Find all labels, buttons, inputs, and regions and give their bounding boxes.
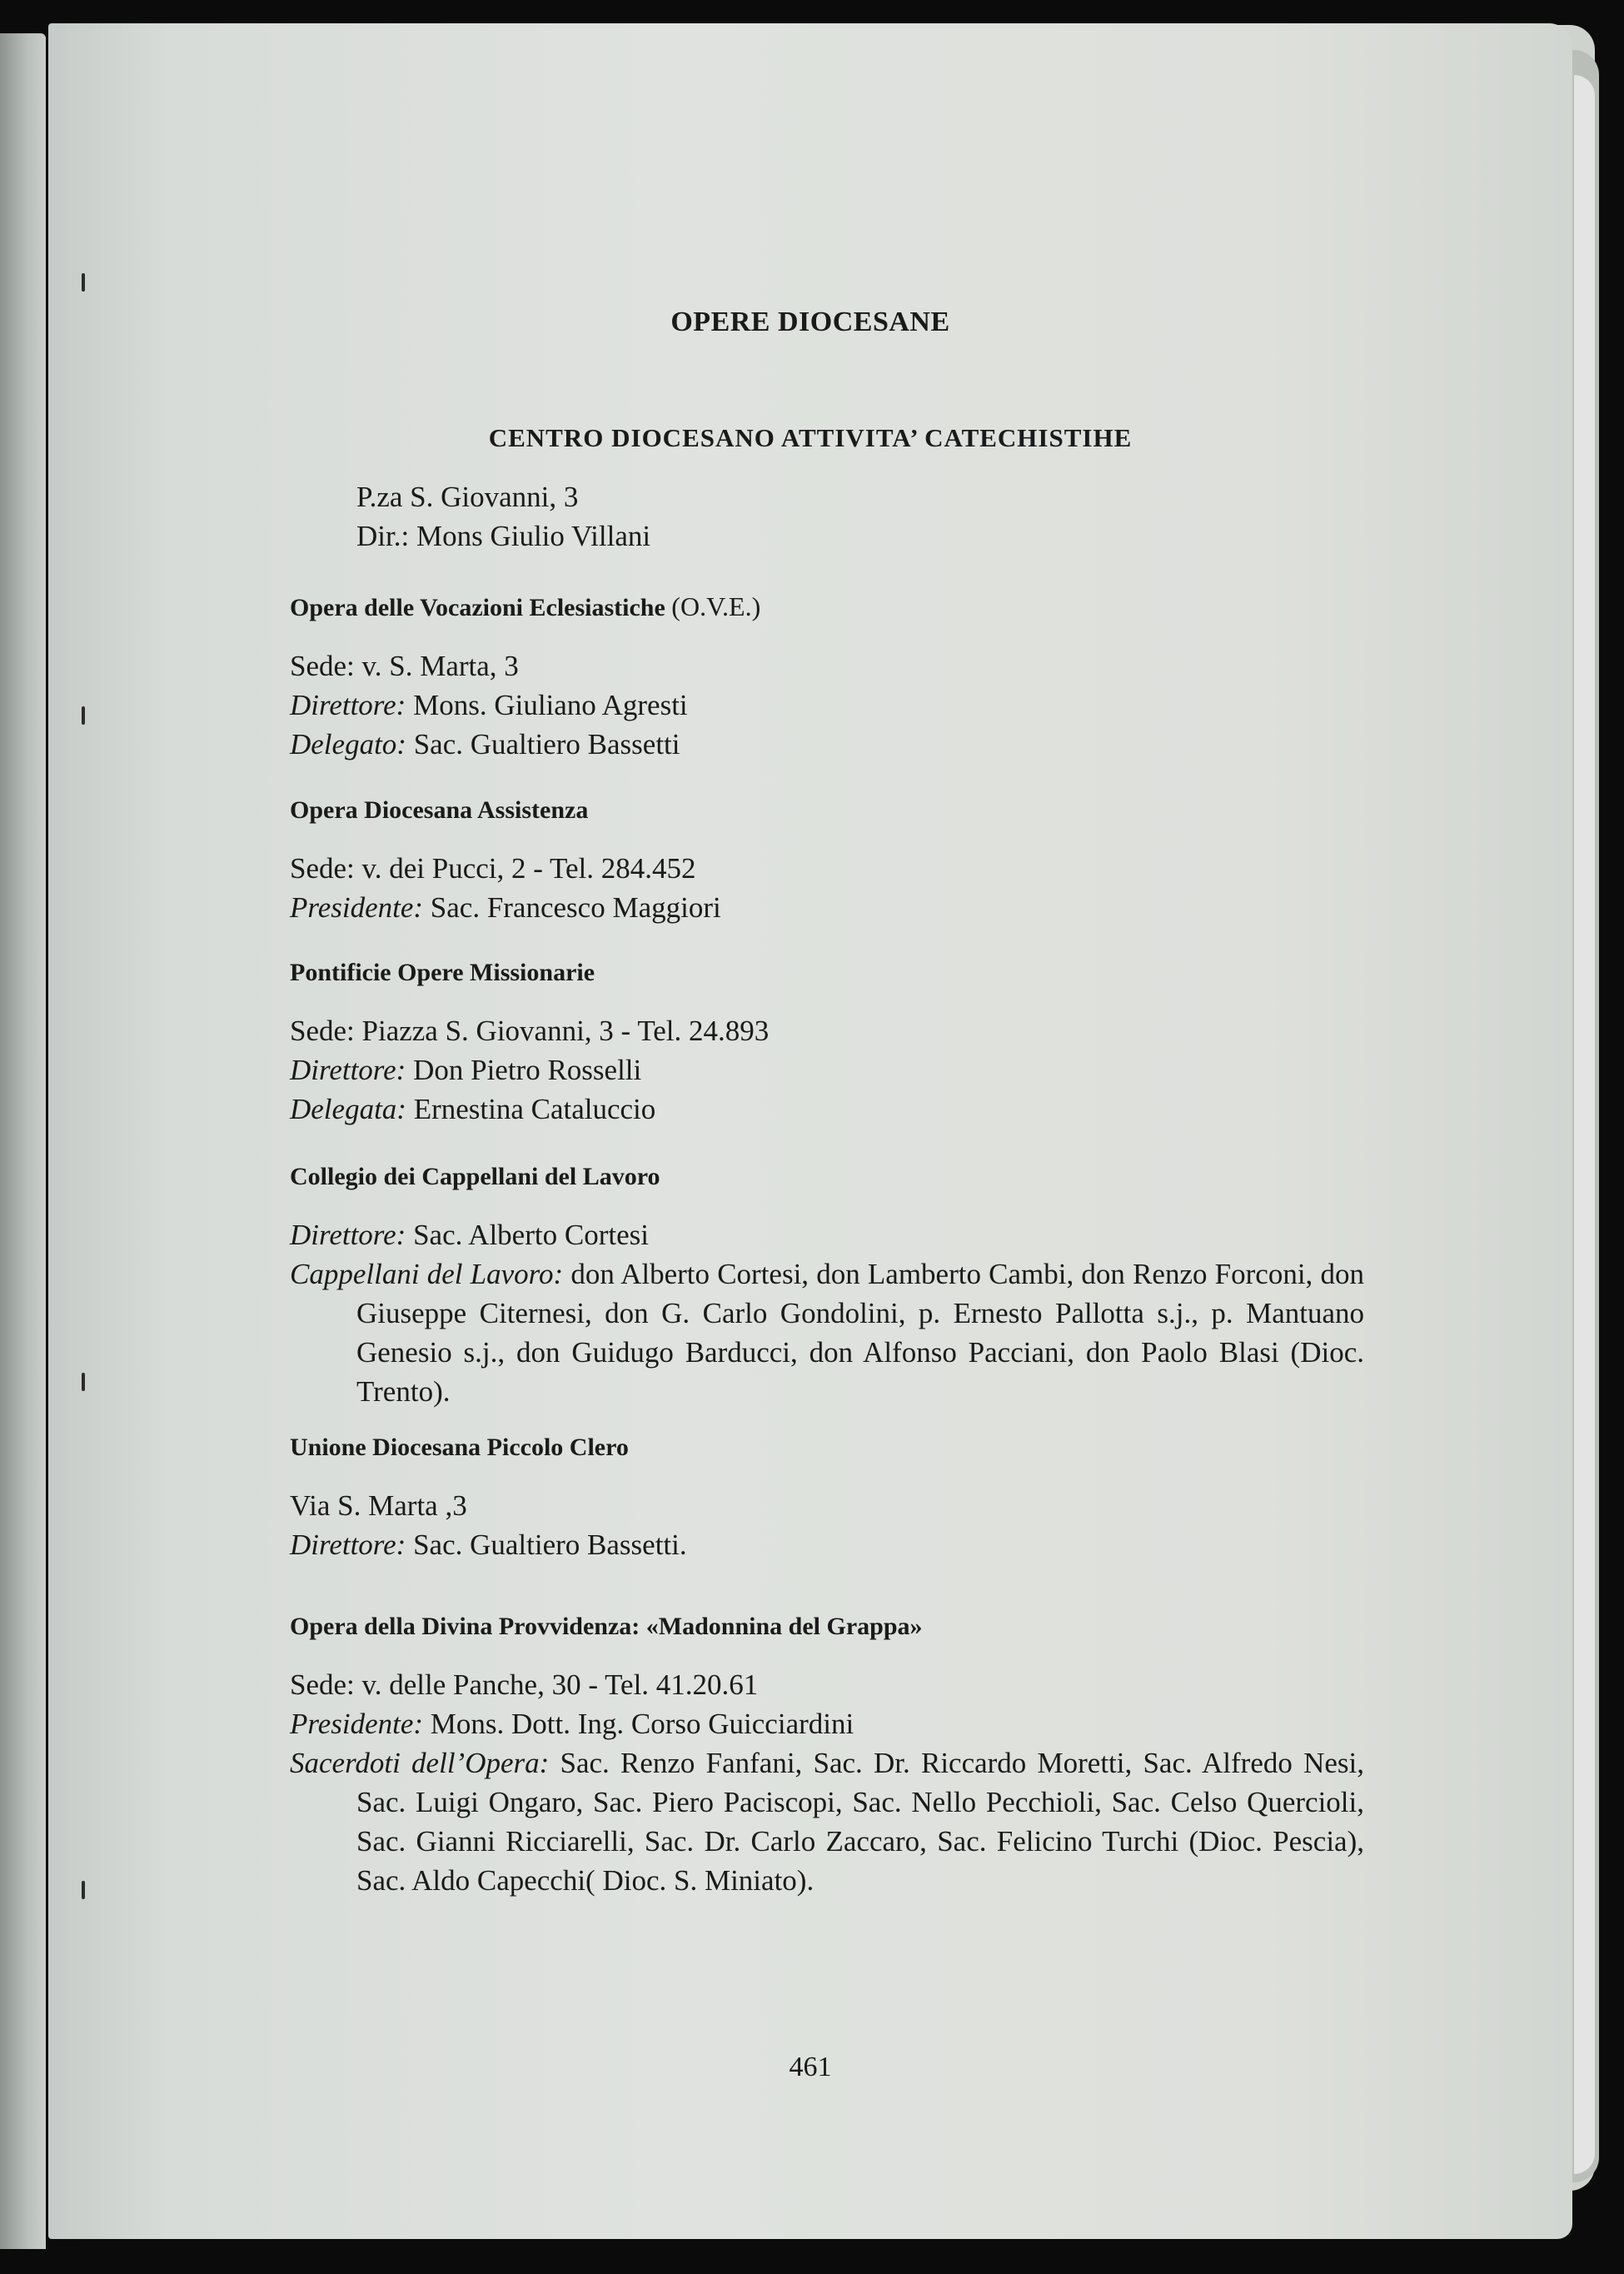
line-label: Delegata: <box>290 1093 406 1125</box>
line-text: Don Pietro Rosselli <box>413 1054 642 1086</box>
section-line <box>290 646 1364 686</box>
line-label: Direttore: <box>290 1054 406 1086</box>
line-label: Presidente: <box>290 1708 424 1740</box>
section-heading: Unione Diocesana Piccolo Clero <box>290 1434 629 1461</box>
section-heading: Opera della Divina Provvidenza: «Madonnina del Grappa» <box>290 1613 923 1640</box>
line-label: Delegato: <box>290 728 406 760</box>
centro-heading: CENTRO DIOCESANO ATTIVITA’ CATECHISTIHE <box>488 423 1133 452</box>
section-line <box>290 1050 1364 1090</box>
section-heading <box>290 590 1364 625</box>
line-text: Sede: v. delle Panche, 30 - Tel. 41.20.61 <box>290 1668 759 1701</box>
section-heading-suffix: (O.V.E.) <box>671 591 761 621</box>
line-text: Sede: v. dei Pucci, 2 - Tel. 284.452 <box>290 852 696 885</box>
line-text: Sac. Gualtiero Bassetti. <box>413 1528 687 1561</box>
section-ove <box>290 590 1364 764</box>
centro-director: Dir.: Mons Giulio Villani <box>356 520 651 552</box>
binding-mark <box>82 1881 85 1899</box>
line-label: Direttore: <box>290 689 406 721</box>
section-line <box>290 1090 1364 1129</box>
paragraph-text: Sac. Renzo Fanfani, Sac. Dr. Riccardo Moretti, Sac. Alfredo Nesi, Sac. Luigi Ongaro, Sac. Piero Paciscopi, Sac. Nello Pecchioli, Sac. Celso Quercioli, Sac. Gianni Ricciarelli, Sac. Dr. Carlo Zaccaro, Sac. Felicino Turchi (Dioc. Pescia), Sac. Aldo Capecchi( Dioc. S. Miniato). <box>356 1747 1364 1897</box>
section-line <box>290 1486 1364 1525</box>
section-missionarie <box>290 956 1364 1129</box>
line-label: Presidente: <box>290 891 424 924</box>
line-text: Sac. Alberto Cortesi <box>413 1219 649 1251</box>
section-line <box>290 888 1364 927</box>
section-heading: Collegio dei Cappellani del Lavoro <box>290 1163 660 1190</box>
line-text: Sac. Francesco Maggiori <box>430 891 721 924</box>
section-line <box>290 1525 1364 1564</box>
line-text: Ernestina Cataluccio <box>413 1093 656 1125</box>
section-line <box>290 725 1364 764</box>
page-title: OPERE DIOCESANE <box>670 307 950 337</box>
page-number: 461 <box>789 2052 832 2082</box>
section-paragraph <box>290 1743 1364 1900</box>
line-label: Direttore: <box>290 1219 406 1251</box>
section-line <box>290 849 1364 888</box>
section-paragraph <box>290 1254 1364 1411</box>
section-heading: Opera Diocesana Assistenza <box>290 796 589 824</box>
line-text: Sede: v. S. Marta, 3 <box>290 650 519 682</box>
section-divina-provvidenza <box>290 1610 1364 1900</box>
section-line <box>290 1215 1364 1254</box>
binding-mark <box>82 706 85 725</box>
page-stack-edge <box>1574 75 1595 2174</box>
book-page <box>48 23 1572 2239</box>
paragraph-text: don Alberto Cortesi, don Lamberto Cambi, don Renzo Forconi, don Giuseppe Citernesi, don G. Carlo Gondolini, p. Ernesto Pallotta s.j., p. Mantuano Genesio s.j., don Guidugo Barducci, don Alfonso Pacciani, don Paolo Blasi (Dioc. Trento). <box>356 1258 1364 1408</box>
section-assistenza <box>290 794 1364 927</box>
line-text: Mons. Giuliano Agresti <box>413 689 688 721</box>
centro-address: P.za S. Giovanni, 3 <box>356 481 579 513</box>
paragraph-label: Sacerdoti dell’Opera: <box>290 1747 550 1779</box>
centro-block <box>356 477 1431 556</box>
line-text: Sac. Gualtiero Bassetti <box>413 728 680 760</box>
section-line <box>290 686 1364 725</box>
paragraph-label: Cappellani del Lavoro: <box>290 1258 564 1290</box>
line-text: Mons. Dott. Ing. Corso Guicciardini <box>430 1708 854 1740</box>
section-line <box>290 1704 1364 1743</box>
section-heading: Pontificie Opere Missionarie <box>290 959 595 986</box>
line-text: Via S. Marta ,3 <box>290 1489 467 1522</box>
binding-mark <box>82 273 85 292</box>
previous-page-edge <box>0 33 46 2249</box>
section-piccolo-clero <box>290 1431 1364 1564</box>
section-line <box>290 1011 1364 1050</box>
binding-mark <box>82 1373 85 1391</box>
section-line <box>290 1665 1364 1704</box>
section-heading-text: Opera delle Vocazioni Eclesiastiche <box>290 594 665 621</box>
line-text: Sede: Piazza S. Giovanni, 3 - Tel. 24.893 <box>290 1015 770 1047</box>
line-label: Direttore: <box>290 1528 406 1561</box>
section-cappellani <box>290 1160 1364 1411</box>
